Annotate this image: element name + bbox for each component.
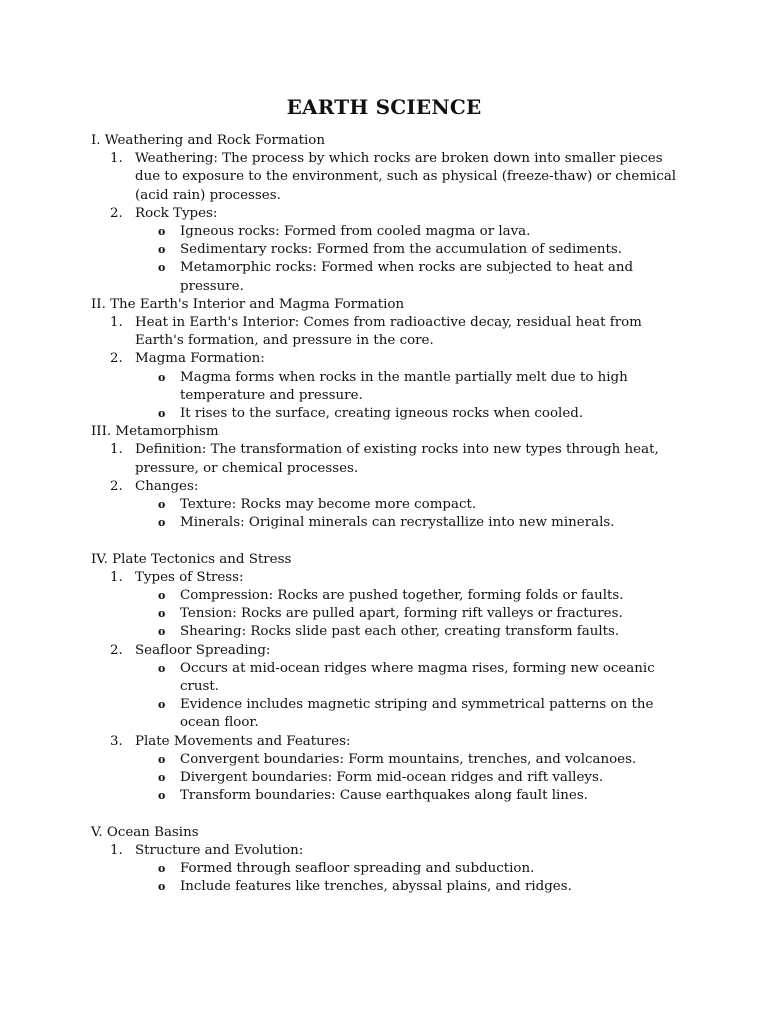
item-text: Plate Movements and Features: [135, 733, 351, 749]
bullet-marker: o [158, 625, 166, 639]
bullet-text: Include features like trenches, abyssal plains, and ridges. [180, 879, 572, 895]
bullet-item [158, 769, 691, 787]
bullet-text: Convergent boundaries: Form mountains, trenches, and volcanoes. [180, 751, 637, 767]
bullet-text: Igneous rocks: Formed from cooled magma or lava. [180, 224, 531, 240]
bullet-item [158, 405, 691, 423]
bullet-marker: o [158, 261, 166, 275]
bullet-text: Transform boundaries: Cause earthquakes along fault lines. [180, 788, 588, 804]
item-text: Heat in Earth's Interior: Comes from radioactive decay, residual heat from Earth's formation, and pressure in the core. [135, 315, 642, 349]
item-text: Rock Types: [135, 205, 218, 221]
item-text: Magma Formation: [135, 351, 265, 367]
bullet-text: Divergent boundaries: Form mid-ocean ridges and rift valleys. [180, 770, 604, 786]
section-heading: II. The Earth's Interior and Magma Formation [91, 296, 405, 312]
list-item [110, 642, 691, 733]
item-number: 2. [110, 478, 123, 494]
bullet-item [158, 241, 691, 259]
bullet-text: Metamorphic rocks: Formed when rocks are subjected to heat and pressure. [180, 260, 634, 294]
bullet-marker: o [158, 880, 166, 894]
list-item [110, 733, 691, 806]
bullet-item [158, 223, 691, 241]
bullet-list [135, 369, 691, 424]
item-number: 2. [110, 642, 123, 658]
list-item [110, 150, 691, 205]
bullet-item [158, 605, 691, 623]
outline-section [91, 824, 691, 897]
bullet-text: Occurs at mid-ocean ridges where magma rises, forming new oceanic crust. [180, 660, 655, 695]
bullet-item [158, 259, 691, 295]
bullet-marker: o [158, 225, 166, 239]
bullet-marker: o [158, 789, 166, 803]
item-number: 1. [110, 842, 123, 858]
list-item [110, 842, 691, 897]
list-item [110, 205, 691, 296]
bullet-marker: o [158, 862, 166, 876]
item-number: 3. [110, 733, 123, 749]
bullet-item [158, 496, 691, 514]
bullet-marker: o [158, 516, 166, 530]
bullet-text: Shearing: Rocks slide past each other, creating transform faults. [180, 624, 620, 640]
item-text: Structure and Evolution: [135, 842, 304, 858]
item-number: 1. [110, 151, 123, 167]
bullet-item [158, 514, 691, 532]
bullet-text: Formed through seafloor spreading and subduction. [180, 861, 535, 877]
section-heading: V. Ocean Basins [91, 824, 199, 840]
list-item [110, 441, 691, 477]
bullet-item [158, 787, 691, 805]
bullet-text: Compression: Rocks are pushed together, forming folds or faults. [180, 588, 624, 604]
bullet-list [135, 587, 691, 642]
bullet-marker: o [158, 752, 166, 766]
outline-section [91, 423, 691, 532]
bullet-marker: o [158, 698, 166, 712]
item-text: Types of Stress: [135, 569, 244, 585]
numbered-list [91, 314, 691, 423]
bullet-item [158, 860, 691, 878]
bullet-text: Sedimentary rocks: Formed from the accumulation of sediments. [180, 242, 623, 258]
numbered-list [91, 441, 691, 532]
bullet-marker: o [158, 589, 166, 603]
bullet-item [158, 751, 691, 769]
item-text: Definition: The transformation of existing rocks into new types through heat, pressure, or chemical processes. [135, 442, 659, 476]
bullet-marker: o [158, 370, 166, 384]
item-text: Weathering: The process by which rocks are broken down into smaller pieces due to exposure to the environment, such as physical (freeze-thaw) or chemical (acid rain) processes. [135, 151, 677, 203]
outline-section [91, 551, 691, 806]
item-number: 1. [110, 315, 123, 331]
list-item [110, 314, 691, 350]
bullet-item [158, 660, 691, 696]
item-text: Seafloor Spreading: [135, 642, 271, 658]
outline-section [91, 132, 691, 296]
bullet-marker: o [158, 498, 166, 512]
bullet-text: Evidence includes magnetic striping and symmetrical patterns on the ocean floor. [180, 697, 654, 731]
bullet-marker: o [158, 771, 166, 785]
item-number: 2. [110, 205, 123, 221]
outline-section [91, 296, 691, 423]
bullet-list [135, 660, 691, 733]
bullet-text: Minerals: Original minerals can recrystallize into new minerals. [180, 515, 615, 531]
item-number: 1. [110, 442, 123, 458]
item-number: 2. [110, 351, 123, 367]
bullet-item [158, 696, 691, 732]
item-number: 1. [110, 569, 123, 585]
item-text: Changes: [135, 478, 199, 494]
bullet-marker: o [158, 661, 166, 675]
bullet-marker: o [158, 407, 166, 421]
bullet-list [135, 860, 691, 896]
list-item [110, 478, 691, 533]
outline [91, 132, 691, 897]
numbered-list [91, 150, 691, 296]
section-heading: IV. Plate Tectonics and Stress [91, 551, 292, 567]
bullet-list [135, 751, 691, 806]
bullet-marker: o [158, 243, 166, 257]
bullet-text: Magma forms when rocks in the mantle partially melt due to high temperature and pressure. [180, 369, 628, 403]
numbered-list [91, 569, 691, 806]
bullet-text: Texture: Rocks may become more compact. [180, 497, 477, 513]
bullet-text: It rises to the surface, creating igneous rocks when cooled. [180, 406, 584, 422]
bullet-list [135, 496, 691, 532]
numbered-list [91, 842, 691, 897]
list-item [110, 350, 691, 423]
bullet-item [158, 878, 691, 896]
document-title: EARTH SCIENCE [286, 95, 482, 119]
bullet-marker: o [158, 607, 166, 621]
bullet-item [158, 623, 691, 641]
bullet-item [158, 587, 691, 605]
section-heading: I. Weathering and Rock Formation [91, 133, 325, 148]
list-item [110, 569, 691, 642]
bullet-list [135, 223, 691, 296]
bullet-text: Tension: Rocks are pulled apart, forming rift valleys or fractures. [180, 606, 623, 622]
section-heading: III. Metamorphism [91, 424, 219, 440]
bullet-item [158, 369, 691, 405]
